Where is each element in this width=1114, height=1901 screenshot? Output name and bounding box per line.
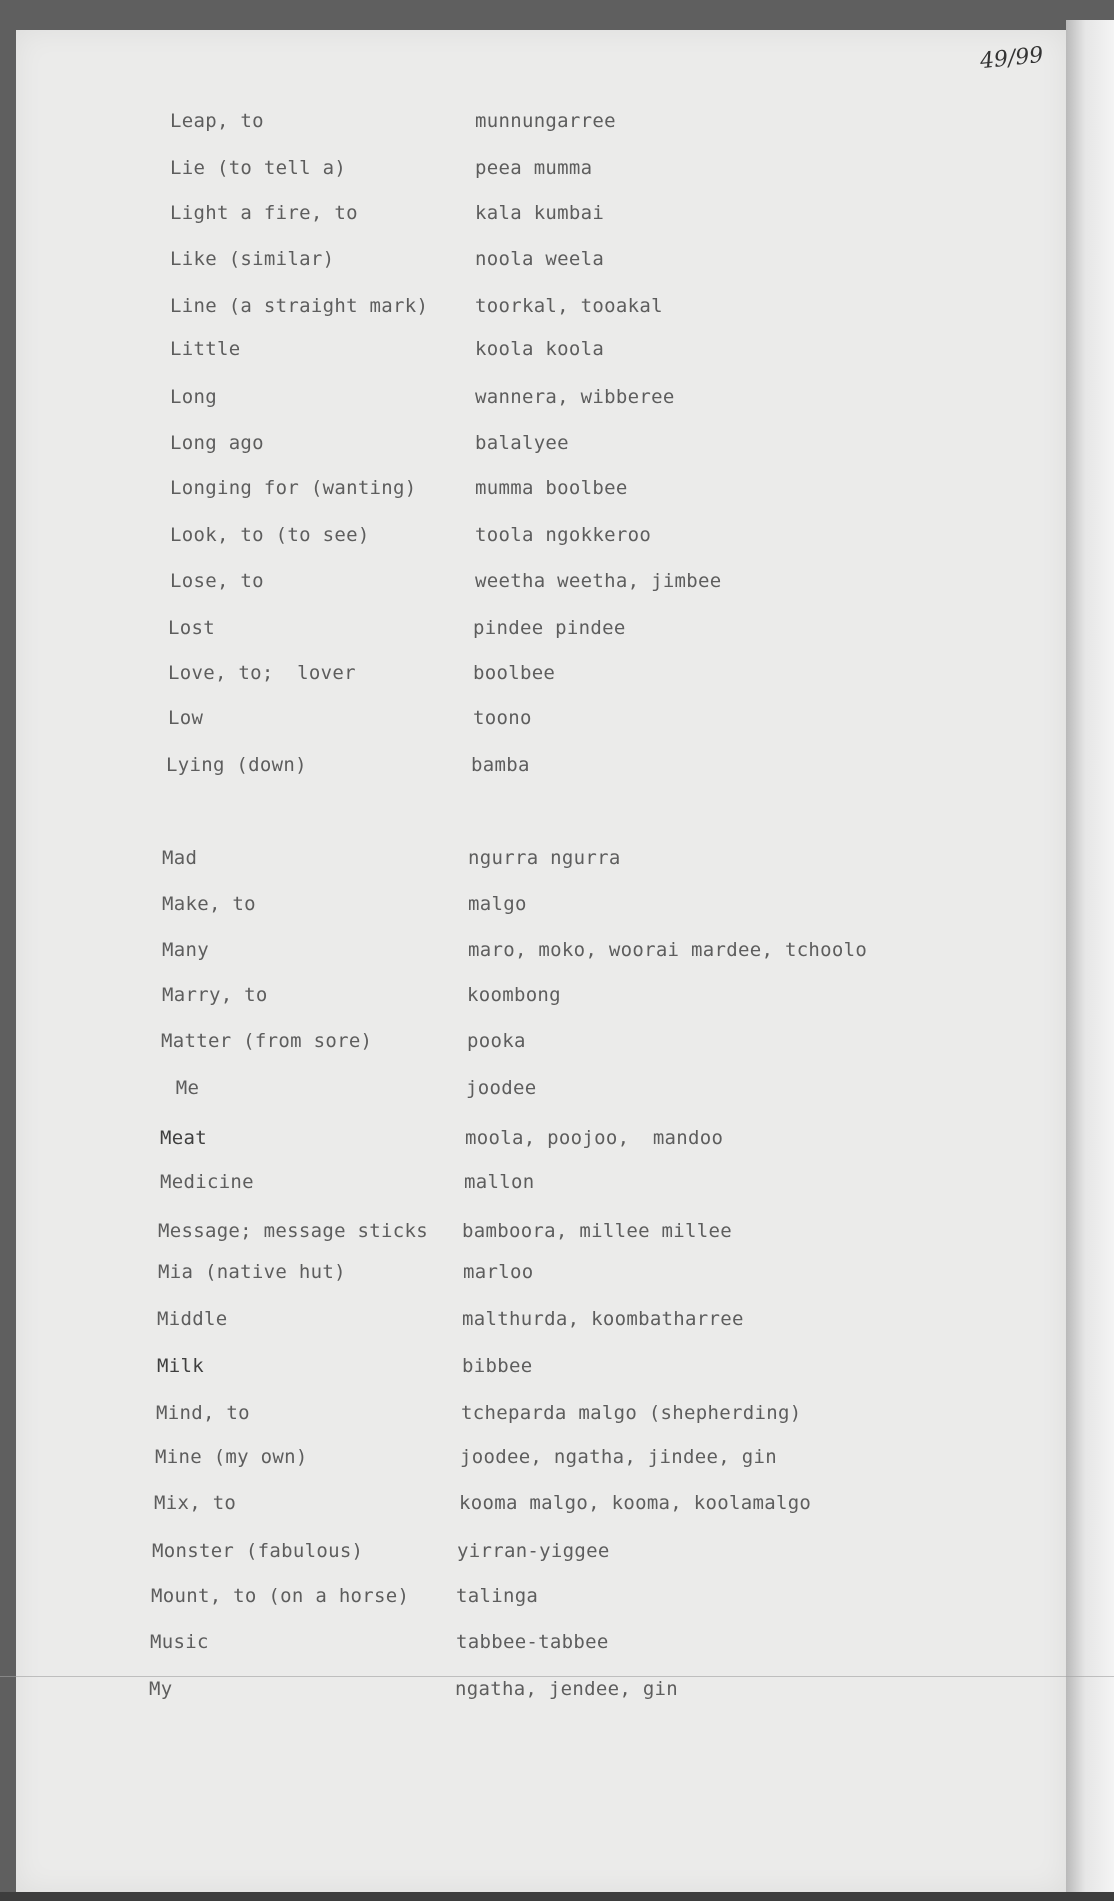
entry-definition: bibbee — [462, 1355, 533, 1377]
entry-term: Long — [170, 386, 217, 408]
entry-definition: bamba — [471, 754, 530, 776]
entry-definition: joodee — [466, 1077, 537, 1099]
entry-definition: bamboora, millee millee — [462, 1220, 732, 1242]
entry-definition: malthurda, koombatharree — [462, 1308, 744, 1330]
entry-term: Me — [164, 1077, 200, 1099]
entry-term: Lose, to — [170, 570, 264, 592]
entry-term: Mind, to — [156, 1402, 250, 1424]
entry-term: Marry, to — [162, 984, 268, 1006]
entry-term: Message; message sticks — [158, 1220, 428, 1242]
entry-definition: weetha weetha, jimbee — [475, 570, 722, 592]
entry-definition: peea mumma — [475, 157, 593, 179]
entry-term: Matter (from sore) — [161, 1030, 373, 1052]
entry-definition: mallon — [464, 1171, 535, 1193]
entry-definition: tcheparda malgo (shepherding) — [461, 1402, 802, 1424]
entry-term: Medicine — [160, 1171, 254, 1193]
entry-term: Milk — [157, 1355, 204, 1377]
entry-definition: mumma boolbee — [475, 477, 628, 499]
entry-definition: wannera, wibberee — [475, 386, 675, 408]
entry-definition: boolbee — [473, 662, 556, 684]
entry-definition: pooka — [467, 1030, 526, 1052]
entry-term: Lie (to tell a) — [170, 157, 347, 179]
entry-term: Music — [150, 1631, 209, 1653]
scan-border — [0, 1892, 1114, 1901]
entry-term: Love, to; lover — [168, 662, 356, 684]
entry-term: Meat — [160, 1127, 207, 1149]
entry-definition: kala kumbai — [475, 202, 605, 224]
entry-definition: tabbee-tabbee — [456, 1631, 609, 1653]
entry-definition: malgo — [468, 893, 527, 915]
entry-term: Leap, to — [170, 110, 264, 132]
entry-term: Middle — [157, 1308, 228, 1330]
entry-definition: yirran-yiggee — [457, 1540, 610, 1562]
entry-term: Low — [168, 707, 204, 729]
entry-term: Light a fire, to — [170, 202, 358, 224]
entry-term: My — [149, 1678, 173, 1700]
entry-term: Long ago — [170, 432, 264, 454]
entry-definition: toorkal, tooakal — [475, 295, 663, 317]
entry-definition: ngurra ngurra — [468, 847, 621, 869]
entry-definition: toola ngokkeroo — [475, 524, 652, 546]
entry-term: Look, to (to see) — [170, 524, 370, 546]
entry-definition: munnungarree — [475, 110, 616, 132]
entry-term: Mine (my own) — [155, 1446, 308, 1468]
entry-definition: kooma malgo, kooma, koolamalgo — [459, 1492, 812, 1514]
entry-term: Lost — [168, 617, 215, 639]
entry-definition: ngatha, jendee, gin — [455, 1678, 679, 1700]
entry-term: Make, to — [162, 893, 256, 915]
entry-term: Lying (down) — [166, 754, 307, 776]
entry-definition: marloo — [463, 1261, 534, 1283]
entry-definition: moola, poojoo, mandoo — [465, 1127, 724, 1149]
entry-definition: toono — [473, 707, 532, 729]
entry-definition: koola koola — [475, 338, 605, 360]
entry-term: Mia (native hut) — [158, 1261, 346, 1283]
entry-definition: maro, moko, woorai mardee, tchoolo — [468, 939, 868, 961]
entry-term: Longing for (wanting) — [170, 477, 417, 499]
entry-definition: pindee pindee — [473, 617, 626, 639]
entry-term: Mad — [162, 847, 198, 869]
entry-term: Line (a straight mark) — [170, 295, 429, 317]
entry-term: Little — [170, 338, 241, 360]
page-number: 49/99 — [978, 42, 1045, 75]
entry-definition: talinga — [456, 1585, 539, 1607]
entry-term: Mount, to (on a horse) — [151, 1585, 410, 1607]
entry-definition: joodee, ngatha, jindee, gin — [460, 1446, 777, 1468]
entry-definition: noola weela — [475, 248, 605, 270]
entry-term: Like (similar) — [170, 248, 335, 270]
entry-definition: koombong — [467, 984, 561, 1006]
page-edge — [1066, 20, 1114, 1901]
entry-term: Many — [162, 939, 209, 961]
entry-definition: balalyee — [475, 432, 569, 454]
entry-term: Mix, to — [154, 1492, 237, 1514]
entry-term: Monster (fabulous) — [152, 1540, 364, 1562]
